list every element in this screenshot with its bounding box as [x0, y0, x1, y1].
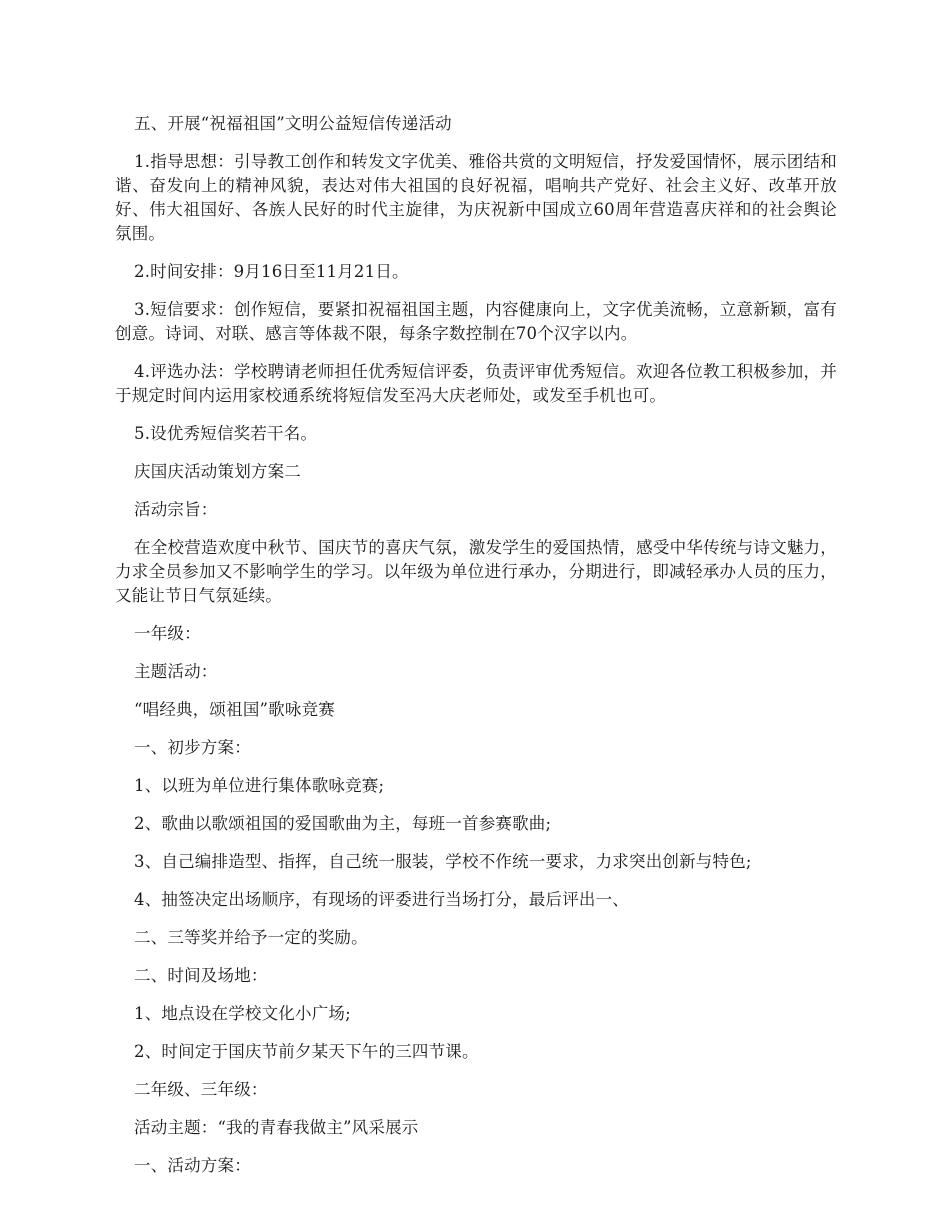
- plan-item-3: 3、自己编排造型、指挥，自己统一服装，学校不作统一要求，力求突出创新与特色;: [134, 852, 752, 871]
- preliminary-plan-heading: 一、初步方案：: [134, 738, 251, 757]
- grade-one-label: 一年级：: [134, 624, 201, 643]
- plan-item-2: 2、歌曲以歌颂祖国的爱国歌曲为主，每班一首参赛歌曲;: [134, 814, 552, 833]
- document-body: [115, 112, 837, 1192]
- purpose-paragraph: 在全校营造欢度中秋节、国庆节的喜庆气氛，激发学生的爱国热情，感受中华传统与诗文魅力，力求全员参加又不影响学生的学习。以年级为单位进行承办，分期进行，即减轻承办人员的压力，又能让节日气氛延续。: [115, 538, 837, 605]
- guiding-principle-paragraph: 1.指导思想：引导教工创作和转发文字优美、雅俗共赏的文明短信，抒发爱国情怀，展示团结和谐、奋发向上的精神风貌，表达对伟大祖国的良好祝福，唱响共产党好、社会主义好、改革开放好、伟大祖国好、各族人民好的时代主旋律，为庆祝新中国成立60周年营造喜庆祥和的社会舆论氛围。: [115, 152, 837, 243]
- theme-activity-label: 主题活动：: [134, 662, 218, 681]
- venue-item: 1、地点设在学校文化小广场;: [134, 1004, 351, 1023]
- singing-contest-title: “唱经典，颂祖国”歌咏竞赛: [134, 700, 335, 719]
- schedule-paragraph: 2.时间安排：9月16日至11月21日。: [134, 262, 409, 281]
- grade-two-three-label: 二年级、三年级：: [134, 1080, 268, 1099]
- section-heading-sms-activity: 五、开展“祝福祖国”文明公益短信传递活动: [134, 114, 452, 133]
- plan-item-4-continued: 二、三等奖并给予一定的奖励。: [134, 928, 368, 947]
- time-venue-heading: 二、时间及场地：: [134, 966, 268, 985]
- sms-requirements-paragraph: 3.短信要求：创作短信，要紧扣祝福祖国主题，内容健康向上，文字优美流畅，立意新颖，富有创意。诗词、对联、感言等体裁不限，每条字数控制在70个汉字以内。: [115, 300, 837, 343]
- plan-item-1: 1、以班为单位进行集体歌咏竞赛;: [134, 776, 385, 795]
- selection-method-paragraph: 4.评选办法：学校聘请老师担任优秀短信评委，负责评审优秀短信。欢迎各位教工积极参加，并于规定时间内运用家校通系统将短信发至冯大庆老师处，或发至手机也可。: [115, 362, 837, 405]
- awards-paragraph: 5.设优秀短信奖若干名。: [134, 424, 318, 443]
- time-item: 2、时间定于国庆节前夕某天下午的三四节课。: [134, 1042, 479, 1061]
- activity-theme-line: 活动主题：“我的青春我做主”风采展示: [134, 1118, 419, 1137]
- purpose-label: 活动宗旨：: [134, 500, 218, 519]
- plan-item-4: 4、抽签决定出场顺序，有现场的评委进行当场打分，最后评出一、: [134, 890, 629, 909]
- plan-two-title: 庆国庆活动策划方案二: [134, 462, 301, 481]
- activity-plan-heading: 一、活动方案：: [134, 1156, 251, 1175]
